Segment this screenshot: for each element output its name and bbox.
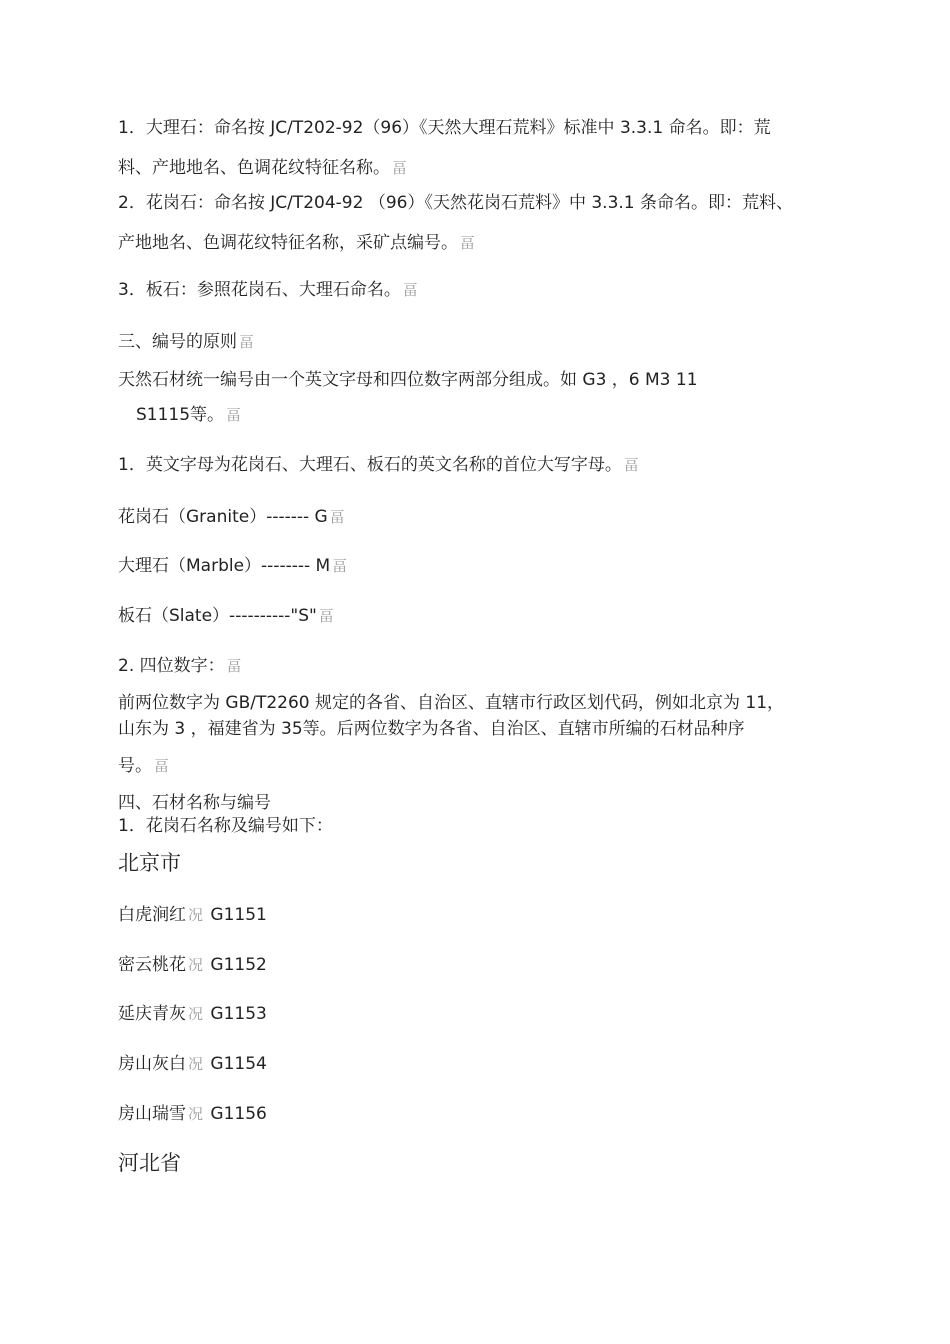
stone-entry (118, 954, 267, 976)
text-line (118, 454, 639, 476)
line-text: 产地地名、色调花纹特征名称，采矿点编号。 (118, 233, 458, 253)
stray-glyph: 畐 (392, 159, 408, 177)
stray-glyph: 畐 (226, 657, 242, 675)
line-text: 三、编号的原则 (118, 332, 237, 352)
text-line (118, 232, 475, 254)
stone-code: G1151 (210, 905, 267, 925)
stone-name: 密云桃花 (118, 955, 186, 975)
stray-glyph: 畐 (318, 607, 334, 625)
line-text: S1115等。 (136, 405, 225, 425)
stray-glyph: 况 (188, 1105, 204, 1123)
stone-entry (118, 1053, 267, 1075)
stray-glyph: 畐 (623, 456, 639, 474)
text-line (118, 157, 407, 179)
stone-code: G1156 (210, 1104, 267, 1124)
line-text: 前两位数字为 GB/T2260 规定的各省、自治区、直辖市行政区划代码，例如北京为 11， (118, 693, 785, 713)
text-line (118, 692, 784, 714)
stray-glyph: 畐 (460, 234, 476, 252)
line-text: 板石（Slate）----------"S" (118, 606, 317, 626)
section-heading (118, 792, 271, 814)
stone-name: 白虎涧红 (118, 905, 186, 925)
line-text: 2．花岗石：命名按 JC/T204-92 （96）《天然花岗石荒料》中 3.3.1 条命名。即：荒料、 (118, 193, 794, 213)
stone-code: G1154 (210, 1054, 267, 1074)
line-text: 2. 四位数字： (118, 656, 225, 676)
stray-glyph: 畐 (226, 406, 242, 424)
text-line (118, 815, 333, 837)
text-line (118, 555, 347, 577)
line-text: 河北省 (118, 1151, 181, 1175)
line-text: 大理石（Marble）-------- M (118, 556, 331, 576)
line-text: 3．板石：参照花岗石、大理石命名。 (118, 280, 401, 300)
text-line (118, 279, 418, 301)
text-line (118, 655, 242, 677)
stray-glyph: 畐 (329, 508, 345, 526)
region-heading (118, 1150, 181, 1176)
stone-name: 房山瑞雪 (118, 1104, 186, 1124)
line-text: 山东为 3 ，福建省为 35等。后两位数字为各省、自治区、直辖市所编的石材品种序 (118, 719, 745, 739)
stray-glyph: 况 (188, 1005, 204, 1023)
line-text: 号。 (118, 756, 152, 776)
stray-glyph: 况 (188, 906, 204, 924)
line-text: 1．大理石：命名按 JC/T202-92（96）《天然大理石荒料》标准中 3.3.1 命名。即：荒 (118, 118, 771, 138)
region-heading (118, 850, 181, 876)
stray-glyph: 畐 (402, 281, 418, 299)
line-text: 1．英文字母为花岗石、大理石、板石的英文名称的首位大写字母。 (118, 455, 622, 475)
stray-glyph: 况 (188, 956, 204, 974)
stray-glyph: 畐 (154, 757, 170, 775)
text-line (136, 404, 241, 426)
text-line (118, 755, 169, 777)
line-text: 四、石材名称与编号 (118, 793, 271, 813)
stone-entry (118, 1003, 267, 1025)
stone-entry (118, 904, 267, 926)
stone-code: G1153 (210, 1004, 267, 1024)
text-line (118, 117, 771, 139)
stone-entry (118, 1103, 267, 1125)
stray-glyph: 况 (188, 1055, 204, 1073)
stray-glyph: 畐 (332, 557, 348, 575)
text-line (118, 605, 334, 627)
stone-name: 房山灰白 (118, 1054, 186, 1074)
text-line (118, 192, 793, 214)
text-line (118, 718, 745, 740)
stone-name: 延庆青灰 (118, 1004, 186, 1024)
text-line (118, 369, 698, 391)
line-text: 1．花岗石名称及编号如下： (118, 816, 333, 836)
line-text: 花岗石（Granite）------- G (118, 507, 328, 527)
text-line (118, 506, 345, 528)
section-heading (118, 331, 254, 353)
stone-code: G1152 (210, 955, 267, 975)
line-text: 料、产地地名、色调花纹特征名称。 (118, 158, 390, 178)
stray-glyph: 畐 (239, 333, 255, 351)
line-text: 北京市 (118, 851, 181, 875)
line-text: 天然石材统一编号由一个英文字母和四位数字两部分组成。如 G3 ，6 M3 11 (118, 370, 698, 390)
